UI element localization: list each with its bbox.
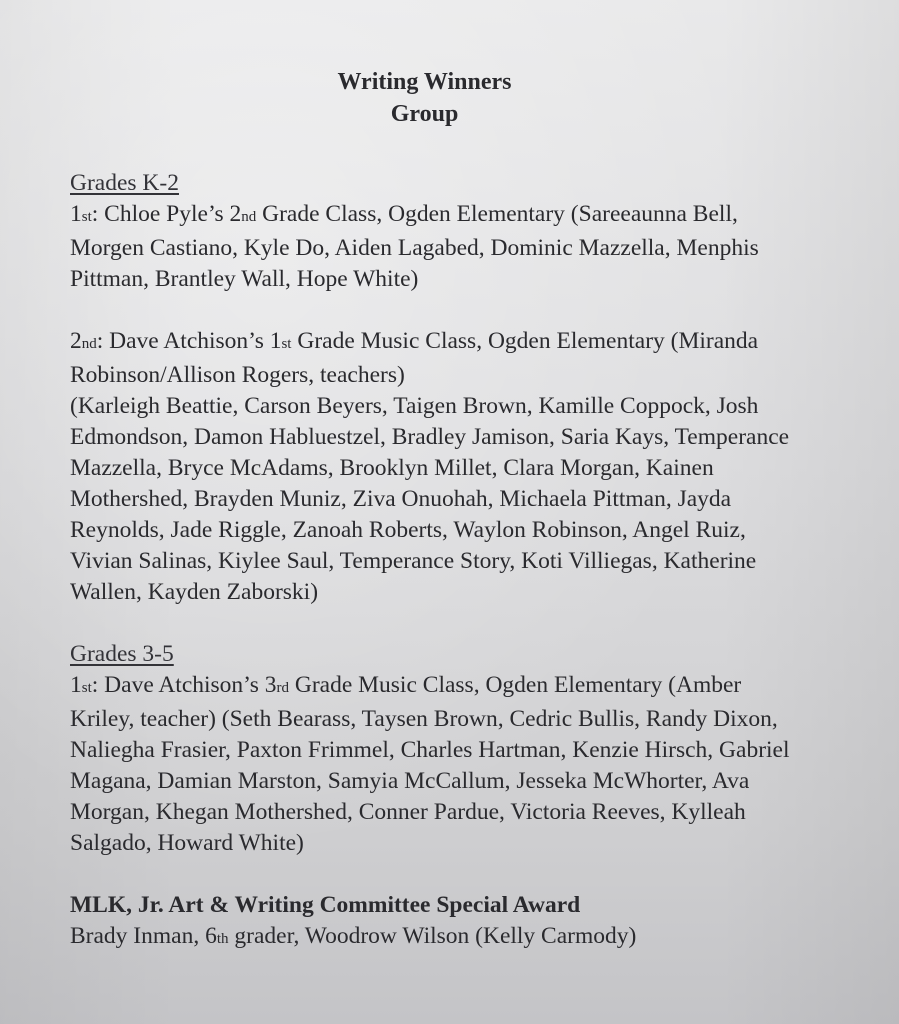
entry-text: Grade Music Class, Ogden Elementary (Amber bbox=[288, 672, 742, 698]
section-heading-k2: Grades K-2 bbox=[70, 170, 179, 196]
entry-line: (Karleigh Beattie, Carson Beyers, Taigen Brown, Kamille Coppock, Josh bbox=[70, 393, 759, 419]
entry-line: Magana, Damian Marston, Samyia McCallum, Jesseka McWhorter, Ava bbox=[70, 768, 750, 794]
place-number: 1 bbox=[70, 201, 82, 227]
entry-text: : Dave Atchison’s 1 bbox=[96, 328, 282, 354]
entry-text: Grade Class, Ogden Elementary (Sareeaunna Bell, bbox=[256, 201, 738, 227]
entry-line: Robinson/Allison Rogers, teachers) bbox=[70, 362, 405, 388]
grade-suffix: rd bbox=[276, 680, 289, 696]
entry-text: : Chloe Pyle’s 2 bbox=[91, 201, 242, 227]
entry-text: Grade Music Class, Ogden Elementary (Miranda bbox=[291, 328, 759, 354]
entry-line: Mazzella, Bryce McAdams, Brooklyn Millet, Clara Morgan, Kainen bbox=[70, 455, 714, 481]
section-heading-3-5: Grades 3-5 bbox=[70, 641, 174, 667]
entry-line: Vivian Salinas, Kiylee Saul, Temperance Story, Koti Villiegas, Katherine bbox=[70, 548, 757, 574]
entry-line: Edmondson, Damon Habluestzel, Bradley Jamison, Saria Kays, Temperance bbox=[70, 424, 790, 450]
place-suffix: nd bbox=[81, 336, 97, 352]
entry-text: Brady Inman, 6 bbox=[70, 923, 217, 949]
document-title bbox=[0, 66, 899, 130]
special-award-heading: MLK, Jr. Art & Writing Committee Special Award bbox=[70, 892, 581, 918]
entry-line: Naliegha Frasier, Paxton Frimmel, Charles Hartman, Kenzie Hirsch, Gabriel bbox=[70, 737, 790, 763]
title-line-2: Group bbox=[390, 101, 459, 127]
grade-suffix: th bbox=[216, 931, 229, 947]
g35-first-place-entry bbox=[70, 670, 890, 859]
entry-text: grader, Woodrow Wilson (Kelly Carmody) bbox=[228, 923, 637, 949]
entry-line: Reynolds, Jade Riggle, Zanoah Roberts, Waylon Robinson, Angel Ruiz, bbox=[70, 517, 746, 543]
place-number: 2 bbox=[70, 328, 82, 354]
k2-second-place-entry bbox=[70, 326, 890, 608]
entry-line: Pittman, Brantley Wall, Hope White) bbox=[70, 266, 419, 292]
entry-line: Morgen Castiano, Kyle Do, Aiden Lagabed, Dominic Mazzella, Menphis bbox=[70, 235, 759, 261]
entry-text: : Dave Atchison’s 3 bbox=[91, 672, 277, 698]
place-suffix: st bbox=[81, 209, 92, 225]
place-suffix: st bbox=[81, 680, 92, 696]
entry-line: Wallen, Kayden Zaborski) bbox=[70, 579, 319, 605]
title-line-1: Writing Winners bbox=[337, 69, 512, 95]
grade-suffix: st bbox=[281, 336, 292, 352]
special-award-entry bbox=[70, 921, 890, 955]
k2-first-place-entry bbox=[70, 199, 890, 295]
document-body bbox=[70, 168, 890, 955]
entry-line: Mothershed, Brayden Muniz, Ziva Onuohah, Michaela Pittman, Jayda bbox=[70, 486, 732, 512]
grade-suffix: nd bbox=[241, 209, 257, 225]
entry-line: Kriley, teacher) (Seth Bearass, Taysen Brown, Cedric Bullis, Randy Dixon, bbox=[70, 706, 778, 732]
entry-line: Morgan, Khegan Mothershed, Conner Pardue, Victoria Reeves, Kylleah bbox=[70, 799, 746, 825]
place-number: 1 bbox=[70, 672, 82, 698]
entry-line: Salgado, Howard White) bbox=[70, 830, 304, 856]
